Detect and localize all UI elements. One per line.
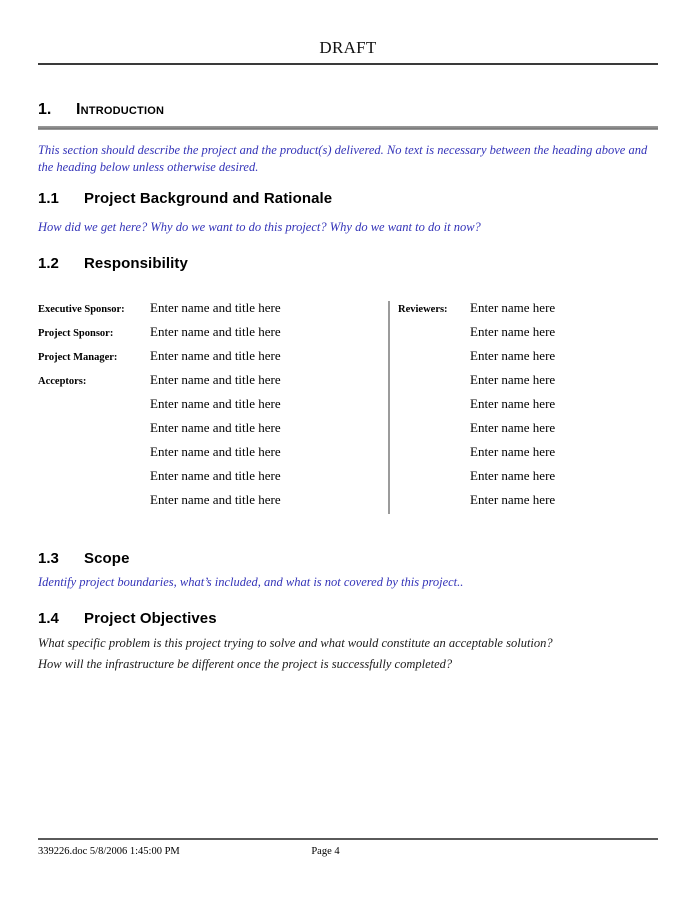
responsibility-value[interactable]: Enter name and title here xyxy=(150,348,281,363)
reviewer-value[interactable]: Enter name here xyxy=(470,444,556,459)
section-1-4-heading xyxy=(38,610,217,627)
responsibility-value[interactable]: Enter name and title here xyxy=(150,396,281,411)
section-1-4-title: Project Objectives xyxy=(84,610,217,627)
section-1-4-instruction-line-1: What specific problem is this project trying to solve and what would constitute an acceptable solution? xyxy=(38,636,553,650)
table-row xyxy=(38,420,383,444)
header-divider-rule xyxy=(38,63,658,65)
section-1-1-title: Project Background and Rationale xyxy=(84,190,333,207)
section-1-instruction-text: This section should describe the project and the product(s) delivered. No text is necessary between the heading above and the heading below unless otherwise desired. xyxy=(38,143,648,174)
reviewer-value[interactable]: Enter name here xyxy=(470,372,556,387)
section-1-heading xyxy=(38,101,658,119)
table-row xyxy=(38,492,383,516)
responsibility-right-column xyxy=(398,300,658,516)
table-row xyxy=(398,348,658,372)
reviewer-value[interactable]: Enter name here xyxy=(470,300,556,315)
responsibility-label: Project Manager: xyxy=(38,352,118,363)
section-1-3-instruction-text: Identify project boundaries, what’s included, and what is not covered by this project.. xyxy=(38,575,464,589)
reviewer-value[interactable]: Enter name here xyxy=(470,396,556,411)
section-1-2-title: Responsibility xyxy=(84,255,188,272)
responsibility-label: Acceptors: xyxy=(38,376,87,387)
responsibility-value[interactable]: Enter name and title here xyxy=(150,444,281,459)
section-1-3-title: Scope xyxy=(84,550,130,567)
reviewers-label: Reviewers: xyxy=(398,304,448,315)
table-row xyxy=(38,300,383,324)
section-1-heading-rule xyxy=(38,126,658,130)
footer-file-info: 339226.doc 5/8/2006 1:45:00 PM xyxy=(38,846,180,857)
responsibility-value[interactable]: Enter name and title here xyxy=(150,420,281,435)
section-1-1-number: 1.1 xyxy=(38,190,59,207)
responsibility-left-column xyxy=(38,300,383,516)
table-row xyxy=(398,372,658,396)
table-row xyxy=(38,444,383,468)
responsibility-value[interactable]: Enter name and title here xyxy=(150,468,281,483)
reviewer-value[interactable]: Enter name here xyxy=(470,492,556,507)
section-1-2-number: 1.2 xyxy=(38,255,59,272)
section-1-3-heading xyxy=(38,550,130,567)
reviewer-value[interactable]: Enter name here xyxy=(470,348,556,363)
table-row xyxy=(38,396,383,420)
table-row xyxy=(398,492,658,516)
responsibility-value[interactable]: Enter name and title here xyxy=(150,492,281,507)
section-1-1-heading xyxy=(38,190,332,207)
responsibility-label: Executive Sponsor: xyxy=(38,304,125,315)
responsibility-table xyxy=(38,300,658,515)
responsibility-value[interactable]: Enter name and title here xyxy=(150,300,281,315)
table-row xyxy=(38,468,383,492)
section-1-3-number: 1.3 xyxy=(38,550,59,567)
section-1-heading-block xyxy=(38,101,658,130)
section-1-4-number: 1.4 xyxy=(38,610,59,627)
section-1-1-instruction-text: How did we get here? Why do we want to do this project? Why do we want to do it now? xyxy=(38,220,481,234)
table-row xyxy=(398,324,658,348)
table-row xyxy=(398,396,658,420)
responsibility-column-divider xyxy=(388,301,390,514)
reviewer-value[interactable]: Enter name here xyxy=(470,420,556,435)
table-row xyxy=(398,300,658,324)
section-1-title: Introduction xyxy=(76,101,165,118)
footer-divider-rule xyxy=(38,838,658,840)
document-footer xyxy=(38,846,658,862)
responsibility-label: Project Sponsor: xyxy=(38,328,114,339)
table-row xyxy=(38,348,383,372)
document-header xyxy=(38,38,658,58)
section-1-4-instruction-line-2: How will the infrastructure be different once the project is successfully completed? xyxy=(38,657,453,671)
footer-page-number: Page 4 xyxy=(311,846,340,857)
table-row xyxy=(38,372,383,396)
section-1-number: 1. xyxy=(38,101,52,118)
responsibility-value[interactable]: Enter name and title here xyxy=(150,324,281,339)
reviewer-value[interactable]: Enter name here xyxy=(470,468,556,483)
table-row xyxy=(398,468,658,492)
draft-watermark-label: DRAFT xyxy=(319,38,377,57)
table-row xyxy=(398,420,658,444)
table-row xyxy=(38,324,383,348)
table-row xyxy=(398,444,658,468)
responsibility-value[interactable]: Enter name and title here xyxy=(150,372,281,387)
section-1-2-heading xyxy=(38,255,188,272)
reviewer-value[interactable]: Enter name here xyxy=(470,324,556,339)
